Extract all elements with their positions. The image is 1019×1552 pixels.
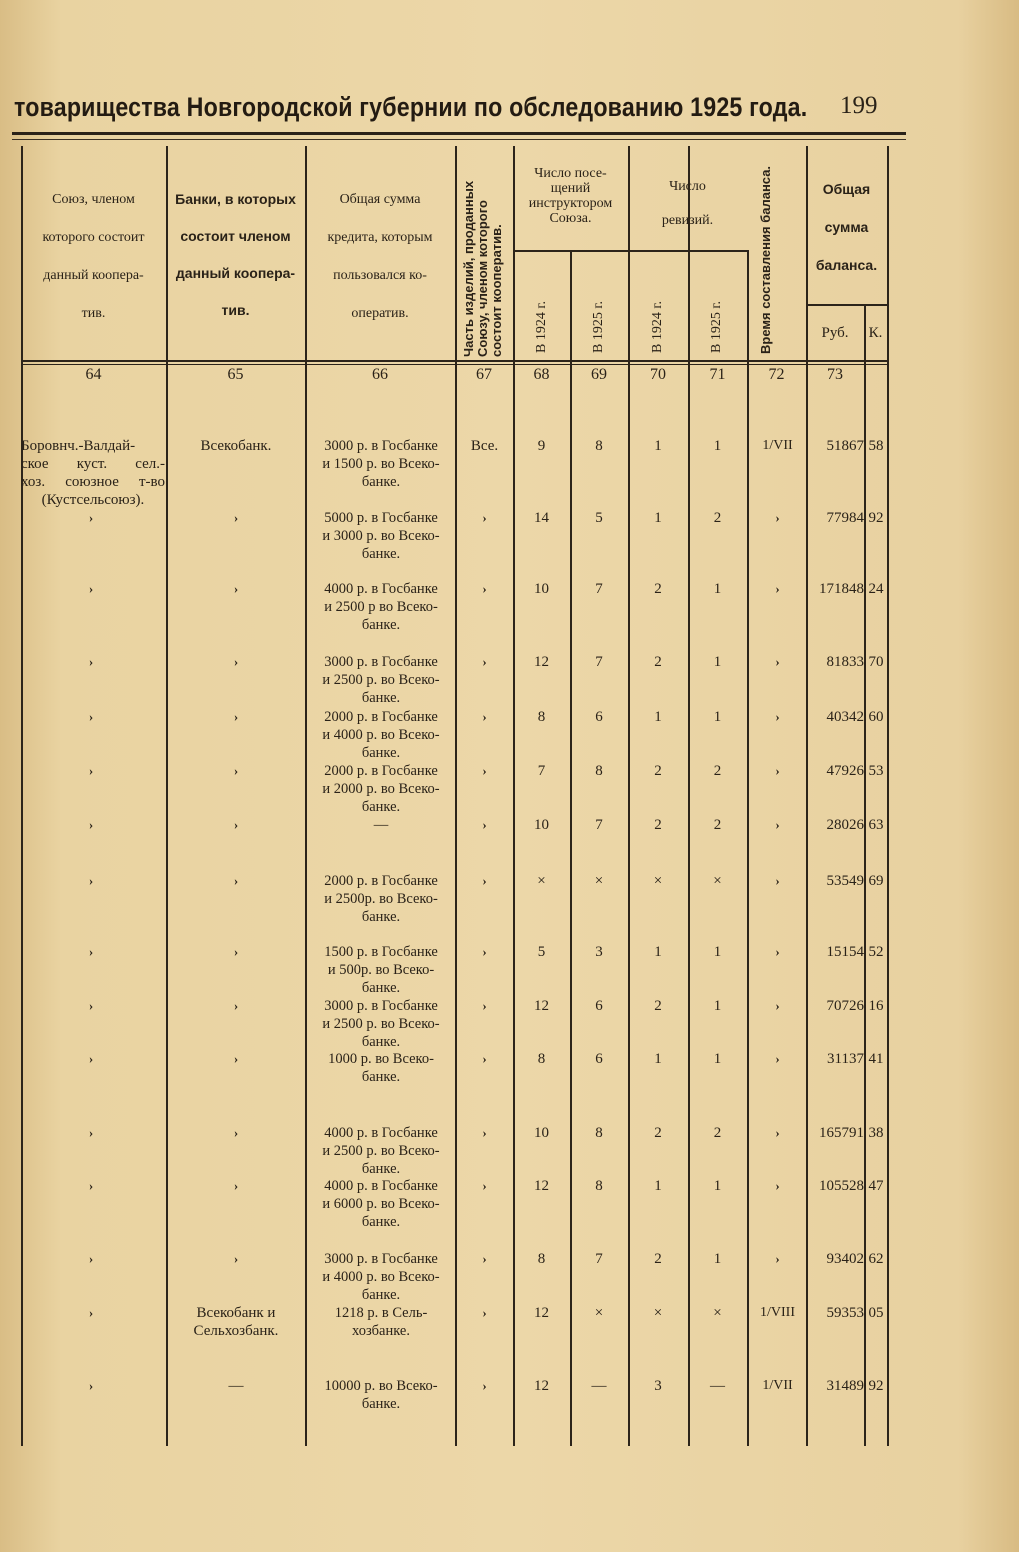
union-cell <box>21 653 161 671</box>
credit-line: и 6000 р. во Всеко- <box>322 1196 440 1212</box>
credit-line: 4000 р. в Госбанке <box>324 1178 438 1194</box>
part-sold-cell: › <box>482 817 487 832</box>
credit-cell <box>309 872 453 926</box>
bank-cell: Всекобанк. <box>200 438 272 454</box>
union-cell <box>21 1250 161 1268</box>
balance-time-cell: 1/VII <box>762 438 793 453</box>
union-cell <box>21 1050 161 1068</box>
header-balance-line: Общая <box>822 181 871 197</box>
count-cell-r1925: 1 <box>713 581 722 597</box>
union-line: › <box>88 654 94 669</box>
balance-time-cell: › <box>775 998 780 1013</box>
credit-line: 1000 р. во Всеко- <box>328 1051 434 1067</box>
union-line: › <box>88 1178 94 1193</box>
count-cell-v1924: 5 <box>537 944 546 960</box>
credit-cell <box>309 653 453 707</box>
credit-line: и 2500 р во Всеко- <box>324 599 438 615</box>
header-banks <box>166 181 305 329</box>
balance-rub-cell: 165791 <box>819 1125 864 1141</box>
union-line: › <box>88 998 94 1013</box>
credit-line: и 2500 р. во Всеко- <box>322 1016 440 1032</box>
part-sold-cell: › <box>482 510 487 525</box>
balance-rub-cell: 77984 <box>826 510 864 526</box>
header-kop: К. <box>868 325 883 341</box>
header-visits-1924: В 1924 г. <box>534 300 549 353</box>
count-cell-v1924: 10 <box>534 581 549 597</box>
union-cell <box>21 762 161 780</box>
credit-line: 1500 р. в Госбанке <box>324 944 438 960</box>
credit-cell <box>309 997 453 1051</box>
count-cell-r1924: 2 <box>654 817 662 833</box>
count-cell-v1924: × <box>537 873 546 889</box>
credit-cell <box>309 816 453 834</box>
credit-line: 10000 р. во Всеко- <box>324 1378 438 1394</box>
credit-cell <box>309 1177 453 1231</box>
count-cell-v1925: 3 <box>595 944 603 960</box>
count-cell-v1924: 10 <box>534 817 549 833</box>
column-number: 67 <box>476 366 492 383</box>
union-cell <box>21 1124 161 1142</box>
count-cell-v1924: 12 <box>534 998 549 1014</box>
balance-time-cell: › <box>775 944 780 959</box>
balance-time-cell: › <box>775 1051 780 1066</box>
header-bottom-rule <box>21 360 887 362</box>
count-cell-v1925: 8 <box>595 763 603 779</box>
balance-kop-cell: 05 <box>868 1305 884 1321</box>
credit-line: банке. <box>361 1161 401 1177</box>
header-visits-line: инструктором <box>528 196 613 211</box>
column-number: 66 <box>372 366 388 383</box>
header-part-sold: Часть изделий, проданных Союзу, членом которого состоит кооператив. <box>461 180 504 357</box>
union-cell <box>21 816 161 834</box>
balance-time-cell: › <box>775 1251 780 1266</box>
credit-cell <box>309 708 453 762</box>
count-cell-v1924: 12 <box>534 1305 549 1321</box>
page-title: товарищества Новгородской губернии по обследованию 1925 года. <box>14 92 808 122</box>
credit-cell <box>309 762 453 816</box>
balance-kop-cell: 24 <box>868 581 884 597</box>
balance-rub-cell: 53549 <box>826 873 864 889</box>
header-banks-line: тив. <box>221 302 250 318</box>
count-cell-r1925: — <box>710 1378 725 1394</box>
union-line: › <box>88 1378 94 1393</box>
count-cell-r1924: × <box>653 873 663 889</box>
credit-line: банке. <box>361 617 401 633</box>
balance-time-cell: › <box>775 654 780 669</box>
bank-cell: › <box>233 1051 239 1066</box>
bank-cell: › <box>233 581 239 596</box>
header-revisions-1924: В 1924 г. <box>650 300 665 353</box>
bank-cell: — <box>228 1378 244 1394</box>
union-line: › <box>88 510 94 525</box>
balance-kop-cell: 92 <box>868 510 884 526</box>
part-sold-cell: Все. <box>470 438 499 454</box>
column-rule <box>887 146 889 1446</box>
header-rub: Руб. <box>821 325 849 341</box>
count-cell-r1925: 1 <box>713 1251 722 1267</box>
union-cell <box>21 509 161 527</box>
balance-rub-cell: 70726 <box>826 998 864 1014</box>
bank-cell: › <box>233 763 239 778</box>
credit-line: 3000 р. в Госбанке <box>324 438 438 454</box>
count-cell-v1925: × <box>594 873 604 889</box>
header-union-line: данный коопера- <box>43 268 144 283</box>
column-number: 72 <box>768 366 785 383</box>
balance-rub-cell: 28026 <box>826 817 864 833</box>
bank-cell: Всекобанк и Сельхозбанк. <box>193 1305 279 1339</box>
credit-line: 2000 р. в Госбанке <box>324 873 438 889</box>
subheader-rule <box>806 304 887 306</box>
count-cell-r1924: 3 <box>654 1378 662 1394</box>
count-cell-v1925: 5 <box>595 510 603 526</box>
part-sold-cell: › <box>482 1178 487 1193</box>
balance-time-cell: › <box>775 1125 780 1140</box>
bank-cell: › <box>233 944 239 959</box>
credit-line: и 1500 р. во Всеко- <box>322 456 440 472</box>
column-number: 71 <box>709 366 726 383</box>
count-cell-r1924: 1 <box>654 944 662 960</box>
count-cell-r1925: 1 <box>713 998 722 1014</box>
bank-cell: › <box>233 709 239 724</box>
union-cell <box>21 943 161 961</box>
balance-time-cell: › <box>775 1178 780 1193</box>
balance-kop-cell: 69 <box>868 873 884 889</box>
balance-kop-cell: 53 <box>868 763 884 779</box>
header-credit-line: оператив. <box>351 306 409 321</box>
count-cell-v1925: 8 <box>595 1125 603 1141</box>
credit-line: и 4000 р. во Всеко- <box>322 1269 440 1285</box>
credit-line: банке. <box>361 474 401 490</box>
column-number: 68 <box>533 366 550 383</box>
credit-line: 4000 р. в Госбанке <box>324 1125 438 1141</box>
bank-cell: › <box>233 1125 239 1140</box>
credit-line: 3000 р. в Госбанке <box>324 998 438 1014</box>
bank-cell: › <box>233 998 239 1013</box>
header-balance <box>806 170 887 284</box>
count-cell-v1924: 10 <box>534 1125 549 1141</box>
header-visits <box>513 166 628 226</box>
credit-line: и 3000 р. во Всеко- <box>322 528 440 544</box>
balance-rub-cell: 105528 <box>819 1178 864 1194</box>
balance-kop-cell: 52 <box>868 944 884 960</box>
count-cell-v1924: 8 <box>537 1051 546 1067</box>
header-visits-1925: В 1925 г. <box>591 300 606 353</box>
union-cell <box>21 1177 161 1195</box>
balance-rub-cell: 31137 <box>827 1051 864 1067</box>
union-line: ское куст. сел.- <box>21 456 165 472</box>
credit-line: — <box>373 817 389 833</box>
balance-time-cell: 1/VIII <box>760 1305 795 1320</box>
part-sold-cell: › <box>482 709 487 724</box>
credit-line: банке. <box>361 1214 401 1230</box>
credit-line: и 2500 р. во Всеко- <box>322 672 440 688</box>
credit-line: и 2500 р. во Всеко- <box>322 1143 440 1159</box>
count-cell-v1924: 8 <box>537 1251 546 1267</box>
count-cell-r1924: 2 <box>654 1251 662 1267</box>
count-cell-r1925: × <box>713 873 722 889</box>
balance-kop-cell: 41 <box>868 1051 884 1067</box>
balance-time-cell: › <box>775 763 780 778</box>
bank-cell: › <box>233 1251 239 1266</box>
union-line: › <box>88 763 94 778</box>
union-line: › <box>88 1305 94 1320</box>
count-cell-v1925: 7 <box>595 817 603 833</box>
credit-cell <box>309 509 453 563</box>
header-union-line: которого состоит <box>42 230 145 245</box>
count-cell-v1925: 7 <box>595 1251 603 1267</box>
union-cell <box>21 1377 161 1395</box>
count-cell-r1925: 1 <box>713 654 722 670</box>
credit-line: банке. <box>361 980 401 996</box>
header-banks-line: данный коопера- <box>175 265 296 281</box>
count-cell-r1924: 1 <box>654 438 662 454</box>
credit-cell <box>309 1377 453 1413</box>
count-cell-v1925: 7 <box>595 654 603 670</box>
count-cell-r1925: 1 <box>713 438 722 454</box>
count-cell-r1925: 2 <box>713 510 722 526</box>
column-number: 73 <box>827 366 843 383</box>
count-cell-v1925: 7 <box>595 581 603 597</box>
credit-line: хозбанке. <box>352 1323 410 1339</box>
credit-line: банке. <box>361 909 401 925</box>
balance-rub-cell: 47926 <box>826 763 864 779</box>
count-cell-r1924: 2 <box>654 654 662 670</box>
part-sold-cell: › <box>482 1251 487 1266</box>
header-visits-line: Число посе- <box>534 166 607 181</box>
credit-line: и 2000 р. во Всеко- <box>322 781 440 797</box>
header-balance-time: Время составления баланса. <box>758 165 773 354</box>
header-credit <box>305 181 455 333</box>
balance-kop-cell: 47 <box>868 1178 884 1194</box>
count-cell-r1925: 2 <box>713 1125 722 1141</box>
part-sold-cell: › <box>482 1051 487 1066</box>
union-line: › <box>88 709 94 724</box>
balance-kop-cell: 58 <box>868 438 884 454</box>
balance-rub-cell: 93402 <box>826 1251 864 1267</box>
credit-line: банке. <box>361 1287 401 1303</box>
header-credit-line: Общая сумма <box>339 192 421 207</box>
credit-line: 2000 р. в Госбанке <box>324 709 438 725</box>
union-line: хоз. союзное т-во <box>21 474 165 490</box>
part-sold-cell: › <box>482 1305 487 1320</box>
header-union <box>21 181 166 333</box>
balance-time-cell: › <box>775 709 780 724</box>
union-line: › <box>88 944 94 959</box>
part-sold-cell: › <box>482 873 487 888</box>
header-union-line: тив. <box>81 306 106 321</box>
column-number: 70 <box>650 366 666 383</box>
credit-cell <box>309 1050 453 1086</box>
credit-line: и 4000 р. во Всеко- <box>322 727 440 743</box>
column-number: 69 <box>591 366 607 383</box>
union-line: Боровнч.-Валдай- <box>21 438 136 454</box>
count-cell-v1925: 6 <box>595 709 603 725</box>
count-cell-r1925: 1 <box>713 944 722 960</box>
part-sold-cell: › <box>482 1378 487 1393</box>
count-cell-v1924: 8 <box>537 709 546 725</box>
credit-line: банке. <box>361 799 401 815</box>
union-cell <box>21 580 161 598</box>
column-number: 65 <box>227 366 244 383</box>
balance-time-cell: 1/VII <box>762 1378 793 1393</box>
count-cell-r1925: × <box>713 1305 722 1321</box>
count-cell-v1925: — <box>591 1378 607 1394</box>
column-number: 64 <box>85 366 102 383</box>
part-sold-cell: › <box>482 998 487 1013</box>
balance-kop-cell: 63 <box>868 817 884 833</box>
credit-cell <box>309 1124 453 1178</box>
union-line: › <box>88 1051 94 1066</box>
header-banks-line: Банки, в которых <box>175 191 296 207</box>
header-revisions-line: ревизий. <box>661 213 714 228</box>
credit-line: банке. <box>361 1034 401 1050</box>
balance-kop-cell: 92 <box>868 1378 884 1394</box>
union-cell <box>21 1304 161 1322</box>
part-sold-cell: › <box>482 1125 487 1140</box>
subheader-rule <box>513 250 628 252</box>
union-cell <box>21 437 165 509</box>
credit-line: банке. <box>361 690 401 706</box>
count-cell-v1924: 12 <box>534 1178 549 1194</box>
header-credit-line: пользовался ко- <box>333 268 427 283</box>
credit-cell <box>309 580 453 634</box>
balance-rub-cell: 51867 <box>826 438 864 454</box>
header-visits-line: щений <box>550 181 591 196</box>
credit-cell <box>309 943 453 997</box>
bank-cell: › <box>233 817 239 832</box>
union-line: › <box>88 873 94 888</box>
count-cell-v1924: 7 <box>537 763 546 779</box>
count-cell-r1925: 1 <box>713 709 722 725</box>
header-bottom-rule-2 <box>21 364 887 365</box>
credit-line: 1218 р. в Сель- <box>334 1305 428 1321</box>
balance-kop-cell: 62 <box>868 1251 884 1267</box>
header-revisions-1925: В 1925 г. <box>709 300 724 353</box>
count-cell-r1924: 1 <box>654 1051 662 1067</box>
balance-rub-cell: 171848 <box>819 581 864 597</box>
header-revisions <box>628 170 747 238</box>
union-cell <box>21 997 161 1015</box>
count-cell-r1925: 2 <box>713 763 722 779</box>
credit-cell <box>309 1304 453 1340</box>
count-cell-v1924: 12 <box>534 654 549 670</box>
bank-cell: › <box>233 510 239 525</box>
credit-line: 2000 р. в Госбанке <box>324 763 438 779</box>
balance-time-cell: › <box>775 510 780 525</box>
balance-rub-cell: 15154 <box>826 944 864 960</box>
balance-rub-cell: 81833 <box>826 654 864 670</box>
union-line: › <box>88 581 94 596</box>
count-cell-v1924: 12 <box>534 1378 549 1394</box>
count-cell-v1924: 9 <box>537 438 546 454</box>
header-visits-line: Союза. <box>549 211 592 226</box>
balance-rub-cell: 31489 <box>826 1378 864 1394</box>
credit-cell <box>309 437 453 491</box>
balance-rub-cell: 40342 <box>826 709 864 725</box>
union-line: › <box>88 1251 94 1266</box>
header-revisions-line: Число <box>669 179 706 194</box>
count-cell-r1924: 2 <box>654 581 662 597</box>
count-cell-r1924: 1 <box>654 510 662 526</box>
credit-line: банке. <box>361 745 401 761</box>
header-credit-line: кредита, которым <box>327 230 433 245</box>
count-cell-r1925: 1 <box>713 1178 722 1194</box>
balance-time-cell: › <box>775 873 780 888</box>
count-cell-r1924: 1 <box>654 709 662 725</box>
balance-time-cell: › <box>775 817 780 832</box>
count-cell-v1925: × <box>594 1305 604 1321</box>
balance-time-cell: › <box>775 581 780 596</box>
credit-line: 4000 р. в Госбанке <box>324 581 438 597</box>
union-line: (Кустсельсоюз). <box>41 492 145 508</box>
union-line: › <box>88 817 94 832</box>
part-sold-cell: › <box>482 763 487 778</box>
part-sold-cell: › <box>482 944 487 959</box>
subheader-rule <box>628 250 747 252</box>
count-cell-r1924: 2 <box>654 998 662 1014</box>
header-balance-line: баланса. <box>815 257 878 273</box>
bank-cell: › <box>233 873 239 888</box>
count-cell-v1925: 8 <box>595 1178 603 1194</box>
credit-line: и 500р. во Всеко- <box>327 962 435 978</box>
balance-kop-cell: 16 <box>868 998 884 1014</box>
balance-kop-cell: 38 <box>868 1125 884 1141</box>
count-cell-r1924: 2 <box>654 763 662 779</box>
count-cell-r1924: 2 <box>654 1125 662 1141</box>
header-banks-line: состоит членом <box>180 228 291 244</box>
balance-rub-cell: 59353 <box>826 1305 864 1321</box>
part-sold-cell: › <box>482 654 487 669</box>
count-cell-r1925: 1 <box>713 1051 722 1067</box>
balance-kop-cell: 60 <box>868 709 884 725</box>
union-cell <box>21 872 161 890</box>
credit-line: банке. <box>361 546 401 562</box>
count-cell-r1924: × <box>653 1305 663 1321</box>
bank-cell: › <box>233 654 239 669</box>
count-cell-r1925: 2 <box>713 817 722 833</box>
credit-line: банке. <box>361 1396 401 1412</box>
header-union-line: Союз, членом <box>52 192 135 207</box>
count-cell-v1925: 6 <box>595 1051 603 1067</box>
count-cell-v1925: 6 <box>595 998 603 1014</box>
part-sold-cell: › <box>482 581 487 596</box>
credit-cell <box>309 1250 453 1304</box>
bank-cell: › <box>233 1178 239 1193</box>
count-cell-r1924: 1 <box>654 1178 662 1194</box>
balance-kop-cell: 70 <box>868 654 884 670</box>
column-rule <box>305 146 307 1446</box>
count-cell-v1925: 8 <box>595 438 603 454</box>
credit-line: 3000 р. в Госбанке <box>324 654 438 670</box>
credit-line: 5000 р. в Госбанке <box>324 510 438 526</box>
credit-line: 3000 р. в Госбанке <box>324 1251 438 1267</box>
union-cell <box>21 708 161 726</box>
credit-line: банке. <box>361 1069 401 1085</box>
header-balance-line: сумма <box>824 219 869 235</box>
column-rule <box>455 146 457 1446</box>
page-number: 199 <box>840 92 878 119</box>
credit-line: и 2500р. во Всеко- <box>324 891 438 907</box>
union-line: › <box>88 1125 94 1140</box>
count-cell-v1924: 14 <box>534 510 549 526</box>
